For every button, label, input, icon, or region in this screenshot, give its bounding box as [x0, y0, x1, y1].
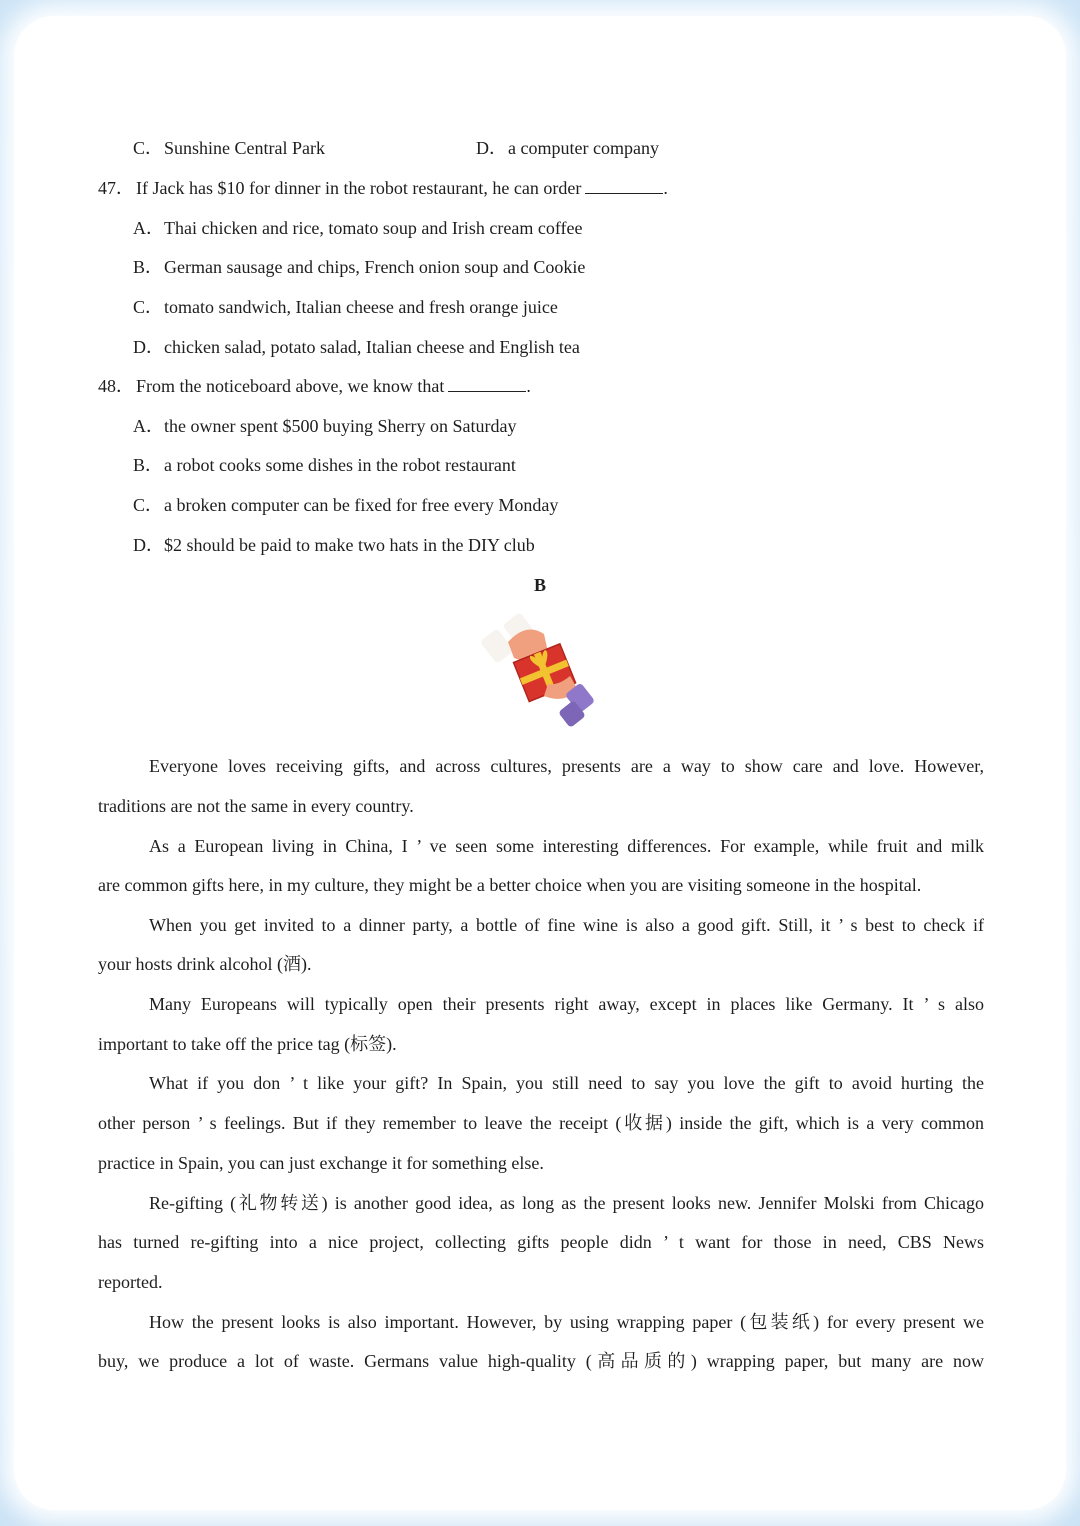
passage-line: other person ’ s feelings. But if they remember to leave the receipt (收据) inside the gift, which is a very common — [98, 1113, 984, 1133]
q48-option-b: B．a robot cooks some dishes in the robot restaurant — [133, 455, 516, 475]
q46-option-d: D．a computer company — [476, 138, 659, 158]
q47-stem: 47． If Jack has $10 for dinner in the robot restaurant, he can order . — [98, 178, 668, 198]
gift-illustration — [478, 612, 606, 730]
q48-option-c: C．a broken computer can be fixed for free every Monday — [133, 495, 559, 515]
passage-line: Re-gifting (礼物转送) is another good idea, as long as the present looks new. Jennifer Molski from Chicago — [149, 1193, 984, 1213]
answer-blank — [585, 177, 663, 194]
passage-line: traditions are not the same in every country. — [98, 796, 414, 816]
q46-option-c: C．Sunshine Central Park — [133, 138, 325, 158]
passage-line: has turned re-gifting into a nice project, collecting gifts people didn ’ t want for those in need, CBS News — [98, 1232, 984, 1252]
q47-option-c: C．tomato sandwich, Italian cheese and fresh orange juice — [133, 297, 558, 317]
passage-line: What if you don ’ t like your gift? In Spain, you still need to say you love the gift to avoid hurting the — [149, 1073, 984, 1093]
passage-line: are common gifts here, in my culture, they might be a better choice when you are visiting someone in the hospital. — [98, 875, 922, 895]
q48-stem: 48． From the noticeboard above, we know that . — [98, 376, 531, 396]
passage-line: reported. — [98, 1272, 163, 1292]
q47-option-a: A．Thai chicken and rice, tomato soup and Irish cream coffee — [133, 218, 583, 238]
passage-line: How the present looks is also important. However, by using wrapping paper (包装纸) for every present we — [149, 1312, 984, 1332]
passage-line: important to take off the price tag (标签). — [98, 1034, 397, 1054]
passage-line: Everyone loves receiving gifts, and across cultures, presents are a way to show care and love. However, — [149, 756, 984, 776]
section-title: B — [533, 575, 546, 595]
q47-option-b: B．German sausage and chips, French onion soup and Cookie — [133, 257, 586, 277]
passage-line: Many Europeans will typically open their presents right away, except in places like Germany. It ’ s also — [149, 994, 984, 1014]
q47-option-d: D．chicken salad, potato salad, Italian cheese and English tea — [133, 337, 580, 357]
q48-option-a: A．the owner spent $500 buying Sherry on Saturday — [133, 416, 517, 436]
passage-line: buy, we produce a lot of waste. Germans value high-quality (高品质的) wrapping paper, but many are now — [98, 1351, 984, 1371]
passage-line: practice in Spain, you can just exchange it for something else. — [98, 1153, 544, 1173]
passage-line: When you get invited to a dinner party, a bottle of fine wine is also a good gift. Still, it ’ s best to check if — [149, 915, 984, 935]
answer-blank — [448, 375, 526, 392]
passage-line: your hosts drink alcohol (酒). — [98, 954, 312, 974]
q48-option-d: D．$2 should be paid to make two hats in the DIY club — [133, 535, 535, 555]
passage-line: As a European living in China, I ’ ve seen some interesting differences. For example, while fruit and milk — [149, 836, 984, 856]
